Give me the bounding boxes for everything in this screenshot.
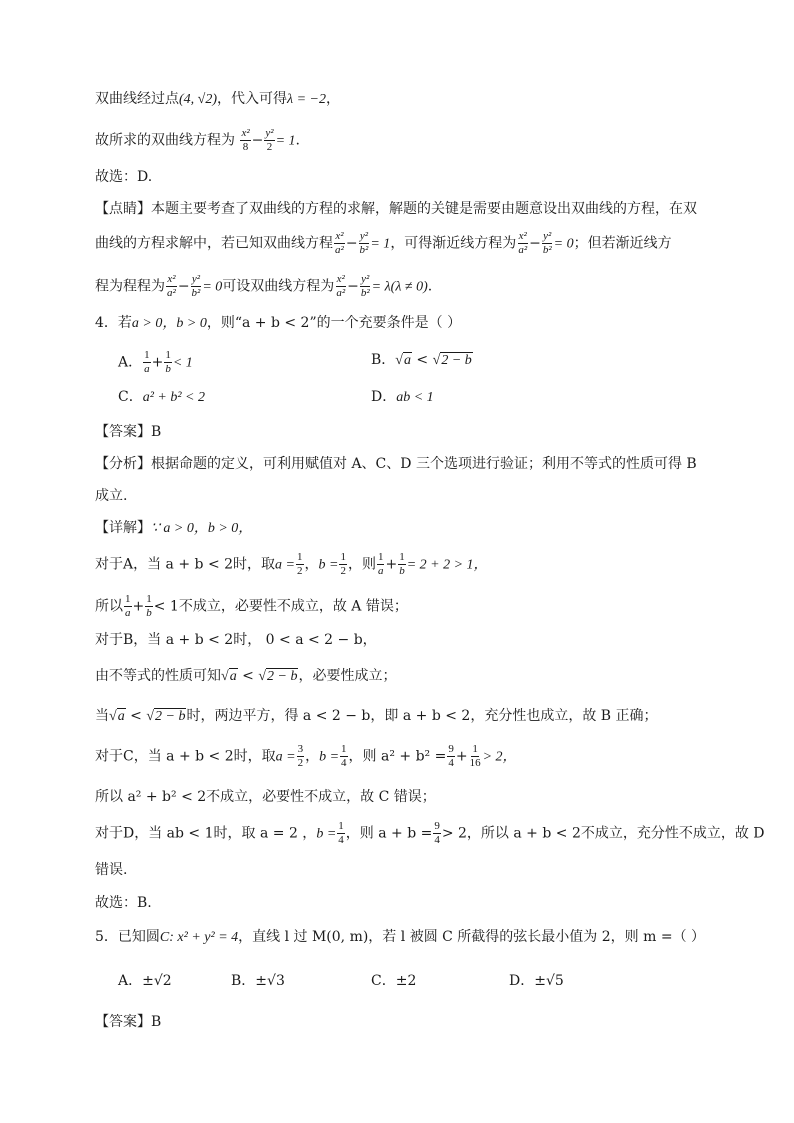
math: ∵ a > 0，b > 0， [151,521,253,536]
math: = 1 [370,236,391,252]
fraction: $\frac{\text{x²}}{\text{a²}}$ [335,230,344,256]
detail-a-1: 对于A，当 a + b < 2时，取a = $\frac{1}{2}$ ，b = $\frac{1}{2}$ ，则 $\frac{1}{a}$ + $\frac{1}{b}$ = 2 + 2 > 1， [95,551,488,577]
text: 根据命题的定义，可利用赋值对 A、C、D 三个选项进行验证；利用不等式的性质可得 B [151,456,697,472]
question-number: 5．已知圆 [95,929,160,945]
sqrt-expr: √2 − b [432,353,472,368]
detail-c-1: 对于C，当 a + b < 2时，取a = $\frac{3}{2}$ ，b = $\frac{1}{4}$ ，则 a² + b² = $\frac{9}{4}$ + $\frac{1}{16}$ > 2， [95,743,517,769]
text: 故所求的双曲线方程为 [95,132,235,149]
q4-option-b: B．√a < √2 − b [371,350,473,371]
text: 对于D，当 ab < 1时，取 a = 2 ， [95,825,317,842]
text: 对于C，当 a + b < 2时，取 [95,748,276,765]
fraction: $\frac{1}{2}$ [297,551,303,577]
text: 可设双曲线方程为 [222,278,335,295]
q4-option-c [118,387,205,408]
fraction: $\frac{1}{b}$ [146,593,152,619]
line-dianjing [95,199,697,219]
text: ，可得渐近线方程为 [390,235,517,252]
fraction: $\frac{3}{2}$ [297,743,304,769]
option-label: B． [371,352,396,368]
q4-option-d [371,387,434,408]
text: ，必要性成立； [298,668,397,684]
sqrt-expr: √a [109,709,125,724]
fraction: $\frac{9}{4}$ [448,743,454,769]
detail-b-3: 当√a < √2 − b时，两边平方，得 a < 2 − b，即 a + b < 2，充分性也成立，故 B 正确； [95,706,658,727]
analysis-tag: 【分析】 [95,456,151,472]
sqrt-expr: √a [221,669,237,684]
math: C: x² + y² = 4 [159,930,239,945]
fraction: $\frac{\text{y²}}{\text{b²}}$ [191,273,201,299]
answer-value: B [151,1014,162,1030]
fraction: $\frac{\text{x²}}{\text{a²}}$ [336,273,346,299]
fraction: $\frac{1}{2}$ [340,551,346,577]
math: < 1 [172,355,193,371]
detail-line [95,518,252,539]
line-hyperbola-equation: 故所求的双曲线方程为 $\frac{\text{x²}}{8}$ − $\frac{\text{y²}}{2}$ = 1. [95,127,300,153]
text: < 1不成立，必要性不成立，故 A 错误； [153,598,408,615]
fraction: $\frac{1}{a}$ [377,551,384,577]
text: ， [325,91,340,107]
sqrt-expr: √a [395,353,411,368]
text: 所以 [95,598,123,615]
text: ；但若渐近线方 [573,235,672,252]
math: = 1 [275,133,296,149]
math: = 2 + 2 > 1， [406,557,488,573]
answer-tag: 【答案】 [95,1014,151,1030]
analysis-line-2: 成立. [95,488,128,504]
fraction: $\frac{9}{4}$ [434,820,440,846]
detail-tag: 【详解】 [95,520,151,536]
question-4 [95,313,461,334]
text: 本题主要考查了双曲线的方程的求解，解题的关键是需要由题意设出双曲线的方程，在双 [151,201,697,217]
math: ab < 1 [396,390,434,405]
dianjing-tag: 【点睛】 [95,201,151,217]
fraction: $\frac{1}{16}$ [469,743,481,769]
text: ，则 [347,556,376,573]
math: = 0 [553,236,574,252]
sqrt-expr: √2 − b [258,669,298,684]
q4-option-a: A． $\frac{1}{a}$ + $\frac{1}{b}$ < 1 [118,349,193,375]
answer-tag: 【答案】 [95,424,151,440]
text: ，直线 l 过 M(0, m)，若 l 被圆 C 所截得的弦长最小值为 2，则 m =（ ） [238,929,706,945]
text: 当 [95,708,109,724]
option-label: D． [371,389,397,405]
fraction: $\frac{\text{y²}}{2}$ [265,127,274,153]
text: > 2，所以 a + b < 2不成立，充分性不成立，故 D [441,825,765,842]
line-asymptote: 曲线的方程求解中，若已知双曲线方程 $\frac{\text{x²}}{\text{a²}}$ − $\frac{\text{y²}}{\text{b²}}$ = 1，可得渐近线方程为 $\frac{\text{x²}}{\text{a²}}$ − $\frac{\text{y²}}{\text{b²}}$ = 0；但若渐近线方 [95,230,672,256]
text: 时，两边平方，得 a < 2 − b，即 a + b < 2，充分性也成立，故 B 正确； [186,708,658,724]
fraction: $\frac{1}{b}$ [165,349,171,375]
math: a > 0，b > 0 [131,316,207,331]
fraction: $\frac{\text{x²}}{8}$ [241,127,250,153]
question-number: 4．若 [95,315,132,331]
answer-4 [95,422,161,442]
math-lambda: λ = −2 [287,92,326,107]
math: > 2， [482,749,517,765]
text: 由不等式的性质可知 [95,668,221,684]
analysis-line-1 [95,454,697,474]
detail-c-2: 所以 a² + b² < 2不成立，必要性不成立，故 C 错误； [95,789,436,805]
math: a² + b² < 2 [142,390,206,405]
q5-option-a: A．±√2 [118,973,172,989]
detail-b-1: 对于B，当 a + b < 2时， 0 < a < 2 − b， [95,632,377,648]
text: 曲线的方程求解中，若已知双曲线方程 [95,235,333,252]
text: 双曲线经过点 [95,91,179,107]
text: . [295,132,300,149]
line-asymptote-2: 程为程程为 $\frac{\text{x²}}{\text{a²}}$ − $\frac{\text{y²}}{\text{b²}}$ = 0可设双曲线方程为 $\frac{\text{x²}}{\text{a²}}$ − $\frac{\text{y²}}{\text{b²}}$ = λ(λ ≠ 0). [95,273,433,299]
text: ，则 a + b = [345,825,433,842]
detail-d-2: 错误. [95,862,128,878]
sqrt-expr: √2 − b [146,709,186,724]
text: 对于A，当 a + b < 2时，取 [95,556,276,573]
fraction: $\frac{1}{4}$ [341,743,347,769]
select-b: 故选：B. [95,895,152,911]
fraction: $\frac{1}{a}$ [144,349,150,375]
text: ，则“a + b < 2”的一个充要条件是（ ） [206,315,462,331]
fraction: $\frac{\text{x²}}{\text{a²}}$ [167,273,176,299]
detail-a-2: 所以 $\frac{1}{a}$ + $\frac{1}{b}$ < 1不成立，必要性不成立，故 A 错误； [95,593,408,619]
fraction: $\frac{\text{x²}}{\text{a²}}$ [518,230,528,256]
fraction: $\frac{1}{4}$ [338,820,344,846]
fraction: $\frac{\text{y²}}{\text{b²}}$ [542,230,552,256]
text: ，代入可得 [217,91,288,107]
text: . [427,278,433,295]
fraction: $\frac{\text{y²}}{\text{b²}}$ [359,230,369,256]
math-point: (4, √2) [179,92,218,107]
fraction: $\frac{1}{a}$ [125,593,131,619]
q5-option-d: D．±√5 [509,973,564,989]
question-5 [95,927,705,948]
line-select-d: 故选：D. [95,169,153,185]
line-hyperbola-point [95,89,340,110]
text: 程为程程为 [95,278,165,295]
q5-option-b: B．±√3 [231,973,285,989]
fraction: $\frac{\text{y²}}{\text{b²}}$ [360,273,370,299]
option-label: C． [118,389,143,405]
math: = 0 [202,279,223,295]
answer-value: B [151,424,162,440]
option-label: A． [118,354,143,371]
math: = λ(λ ≠ 0) [371,279,428,295]
answer-5 [95,1012,161,1032]
fraction: $\frac{1}{b}$ [399,551,405,577]
text: ，则 a² + b² = [348,748,447,765]
detail-b-2: 由不等式的性质可知√a < √2 − b，必要性成立； [95,666,396,687]
detail-d-1: 对于D，当 ab < 1时，取 a = 2 ，b = $\frac{1}{4}$ ，则 a + b = $\frac{9}{4}$ > 2，所以 a + b < 2不成立，充分性不成立，故 D [95,820,765,846]
q5-option-c: C．±2 [371,973,417,989]
